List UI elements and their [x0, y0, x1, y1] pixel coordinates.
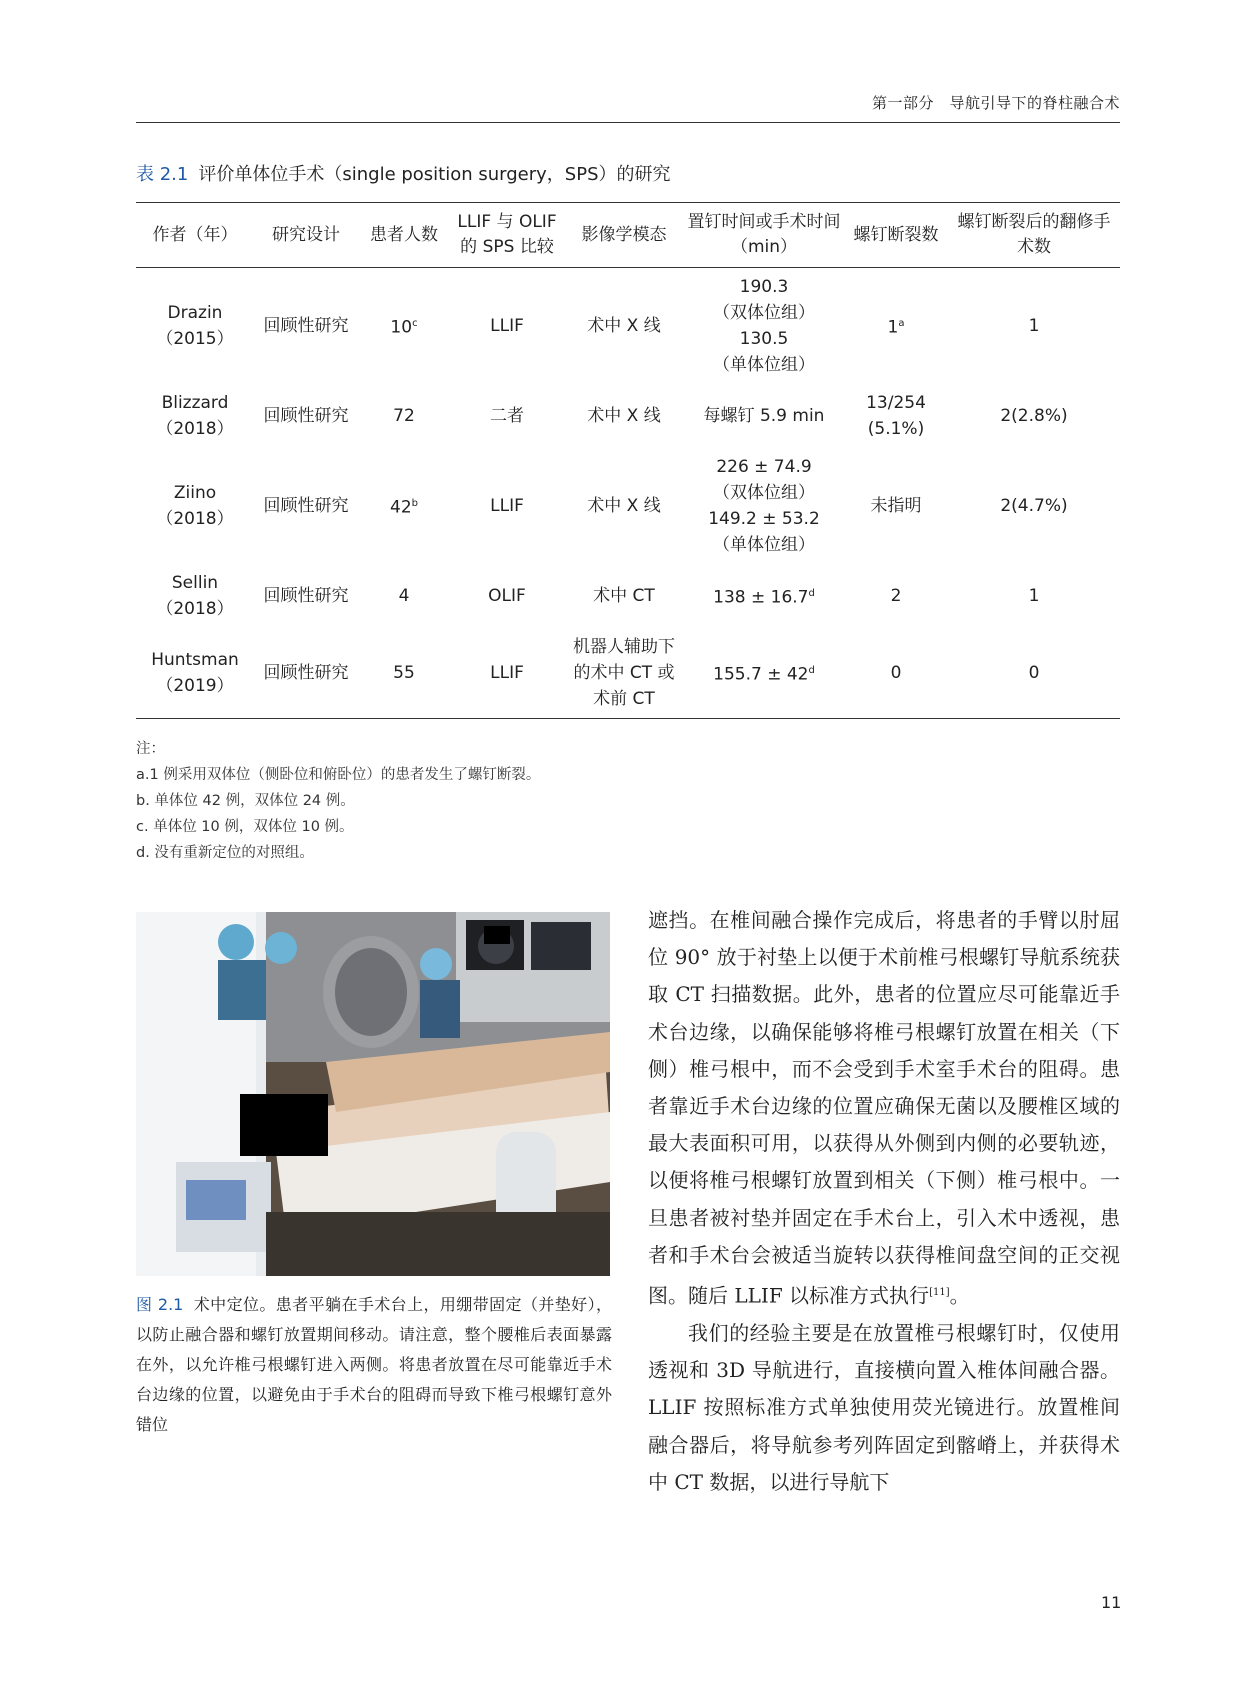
- cell-revisions: 1: [1028, 316, 1040, 336]
- cell-imaging: 术中 X 线: [587, 316, 661, 336]
- cell-design: 回顾性研究: [263, 663, 349, 683]
- cell-patients: 4: [398, 586, 410, 606]
- cell-breaks: 1$^a$: [887, 317, 905, 338]
- header-time: 置钉时间或手术时间（min）: [687, 212, 841, 257]
- cell-breaks: 0: [890, 663, 902, 683]
- header-revisions: 螺钉断裂后的翻修手术数: [957, 212, 1111, 257]
- table-notes: [136, 736, 540, 866]
- table-row: [136, 564, 1120, 628]
- header-design: 研究设计: [272, 224, 340, 245]
- figure-label: 图 2.1: [136, 1295, 184, 1314]
- paragraph: 我们的经验主要是在放置椎弓根螺钉时，仅使用透视和 3D 导航进行，直接横向置入椎体间融合器。LLIF 按照标准方式单独使用荧光镜进行。放置椎间融合器后，将导航参考列阵固定到髂嵴上，并获得术中 CT 数据，以进行导航下: [648, 1320, 1120, 1494]
- cell-breaks: 未指明: [870, 496, 922, 516]
- citation-ref: [11]: [929, 1287, 950, 1299]
- table-row: [136, 268, 1120, 385]
- note-item: a.1 例采用双体位（侧卧位和俯卧位）的患者发生了螺钉断裂。: [136, 767, 541, 783]
- note-item: c. 单体位 10 例，双体位 10 例。: [136, 819, 354, 835]
- notes-title: 注：: [136, 741, 165, 757]
- cell-revisions: 0: [1028, 663, 1040, 683]
- header-author: 作者（年）: [152, 224, 238, 245]
- cell-revisions: 1: [1028, 586, 1040, 606]
- table-header-row: [136, 203, 1120, 268]
- header-breaks: 螺钉断裂数: [853, 224, 939, 245]
- cell-author: Ziino （2018）: [156, 483, 234, 529]
- header-patients: 患者人数: [370, 224, 438, 245]
- operating-room-photo: [136, 912, 610, 1276]
- figure-caption-text: 术中定位。患者平躺在手术台上，用绷带固定（并垫好），以防止融合器和螺钉放置期间移动。请注意，整个腰椎后表面暴露在外，以允许椎弓根螺钉进入两侧。将患者放置在尽可能靠近手术台边缘的位置，以避免由于手术台的阻碍而导致下椎弓根螺钉意外错位: [136, 1295, 612, 1434]
- cell-time: 190.3 （双体位组） 130.5 （单体位组）: [713, 277, 815, 375]
- cell-compare: OLIF: [488, 586, 526, 606]
- cell-imaging: 机器人辅助下的术中 CT 或术前 CT: [573, 637, 675, 709]
- header-title: 第一部分 导航引导下的脊柱融合术: [871, 94, 1120, 112]
- figure-caption: [136, 1290, 612, 1440]
- table-caption: [136, 160, 671, 186]
- cell-design: 回顾性研究: [263, 496, 349, 516]
- table-row: [136, 628, 1120, 719]
- cell-revisions: 2(4.7%): [1000, 496, 1068, 516]
- cell-compare: LLIF: [490, 316, 524, 336]
- note-item: d. 没有重新定位的对照组。: [136, 845, 314, 861]
- cell-patients: 72: [393, 406, 415, 426]
- note-item: b. 单体位 42 例，双体位 24 例。: [136, 793, 355, 809]
- header-compare: LLIF 与 OLIF 的 SPS 比较: [457, 212, 557, 257]
- table-caption-label: 表 2.1: [136, 164, 189, 185]
- table-row: [136, 448, 1120, 564]
- page-number: 11: [1101, 1593, 1122, 1612]
- cell-patients: 42$^b$: [390, 497, 418, 518]
- body-text: [648, 902, 1120, 1501]
- cell-patients: 10$^c$: [390, 317, 418, 338]
- cell-author: Huntsman （2019）: [151, 650, 239, 696]
- cell-author: Drazin （2015）: [156, 303, 234, 349]
- cell-author: Sellin （2018）: [156, 573, 234, 619]
- cell-imaging: 术中 CT: [593, 586, 655, 606]
- cell-author: Blizzard （2018）: [156, 393, 234, 439]
- cell-patients: 55: [393, 663, 415, 683]
- study-table: [136, 202, 1120, 719]
- cell-compare: 二者: [490, 406, 524, 426]
- cell-breaks: 2: [890, 586, 902, 606]
- paragraph: 遮挡。在椎间融合操作完成后，将患者的手臂以肘屈位 90° 放于衬垫上以便于术前椎弓根螺钉导航系统获取 CT 扫描数据。此外，患者的位置应尽可能靠近手术台边缘，以确保能够将椎弓根螺钉放置在相关（下侧）椎弓根中，而不会受到手术室手术台的阻碍。患者靠近手术台边缘的位置应确保无菌以及腰椎区域的最大表面积可用，以获得从外侧到内侧的必要轨迹，以便将椎弓根螺钉放置到相关（下侧）椎弓根中。一旦患者被衬垫并固定在手术台上，引入术中透视，患者和手术台会被适当旋转以获得椎间盘空间的正交视图。随后 LLIF 以标准方式执行[11]。: [648, 908, 1120, 1308]
- cell-design: 回顾性研究: [263, 586, 349, 606]
- cell-compare: LLIF: [490, 663, 524, 683]
- header-imaging: 影像学模态: [581, 224, 667, 245]
- cell-imaging: 术中 X 线: [587, 496, 661, 516]
- table-row: [136, 384, 1120, 448]
- cell-revisions: 2(2.8%): [1000, 406, 1068, 426]
- cell-time: $155.7 \pm 42^d$: [713, 664, 815, 685]
- cell-design: 回顾性研究: [263, 406, 349, 426]
- cell-design: 回顾性研究: [263, 316, 349, 336]
- cell-compare: LLIF: [490, 496, 524, 516]
- photo-illustration: [136, 912, 610, 1276]
- running-header: [136, 88, 1120, 123]
- table-caption-text: 评价单体位手术（single position surgery，SPS）的研究: [198, 164, 671, 185]
- cell-imaging: 术中 X 线: [587, 406, 661, 426]
- cell-time: 138 ± 16.7$^d$: [713, 587, 815, 608]
- cell-time: 每螺钉 5.9 min: [703, 406, 825, 426]
- cell-breaks: 13/254 (5.1%): [866, 393, 926, 439]
- cell-time: 226 ± 74.9 （双体位组） 149.2 ± 53.2 （单体位组）: [708, 457, 820, 555]
